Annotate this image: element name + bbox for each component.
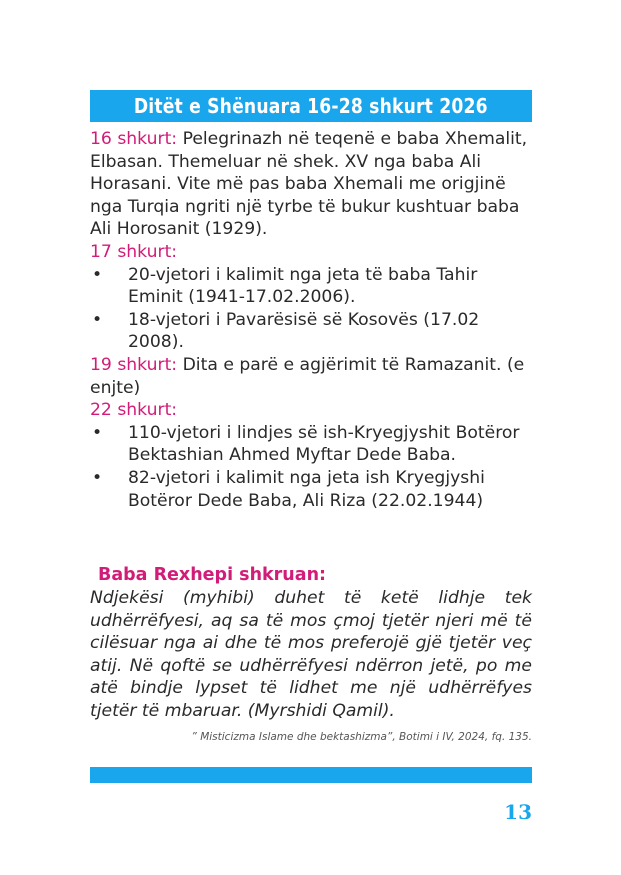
entry-date: 19 shkurt: [90,354,178,375]
bullet-icon: • [92,309,103,330]
page-title: Ditët e Shënuara 16-28 shkurt 2026 [134,94,488,118]
entry-22-bullets [90,422,532,512]
list-item [90,264,532,309]
list-item-text: 82-vjetori i kalimit nga jeta ish Kryegjyshi Botëror Dede Baba, Ali Riza (22.02.1944) [128,467,485,511]
list-item [90,467,532,512]
entry-19 [90,354,532,399]
list-item-text: 110-vjetori i lindjes së ish-Kryegjyshit Botëror Bektashian Ahmed Myftar Dede Baba. [128,422,520,466]
list-item [90,309,532,354]
entry-date: 17 shkurt: [90,241,178,262]
entry-text: Pelegrinazh në teqenë e baba Xhemalit, Elbasan. Themeluar në shek. XV nga baba Ali Horasani. Vite më pas baba Xhemali me origjinë nga Turqia ngriti një tyrbe të bukur kushtuar baba Ali Horosanit (1929). [90,129,528,240]
list-item-text: 20-vjetori i kalimit nga jeta të baba Tahir Eminit (1941-17.02.2006). [128,264,478,308]
entry-date: 22 shkurt: [90,400,178,421]
entry-17-bullets [90,264,532,354]
bullet-icon: • [92,422,103,443]
footer-bar [90,767,532,783]
entries-list [90,128,532,512]
quote-source: ” Misticizma Islame dhe bektashizma”, Botimi i IV, 2024, fq. 135. [191,731,532,743]
title-bar [90,90,532,122]
entry-16 [90,128,532,241]
list-item [90,422,532,467]
page-number: 13 [504,800,532,824]
quote-heading: Baba Rexhepi shkruan: [98,565,327,585]
entry-date: 16 shkurt: [90,129,178,149]
bullet-icon: • [92,264,103,285]
quote-text: Ndjekësi (myhibi) duhet të ketë lidhje tek udhërrëfyesi, aq sa të mos çmoj tjetër njeri më të cilësuar nga ai dhe të mos preferojë gjë tjetër veç atij. Në qoftë se udhërrëfyesi ndërron jetë, po me atë bindje lypset të lidhet me një udhërrëfyes tjetër të mbaruar. (Myrshidi Qamil). [90,588,532,721]
bullet-icon: • [92,467,103,488]
list-item-text: 18-vjetori i Pavarësisë së Kosovës (17.02 2008). [128,309,480,353]
entry-text: Dita e parë e agjërimit të Ramazanit. (e enjte) [90,354,525,398]
